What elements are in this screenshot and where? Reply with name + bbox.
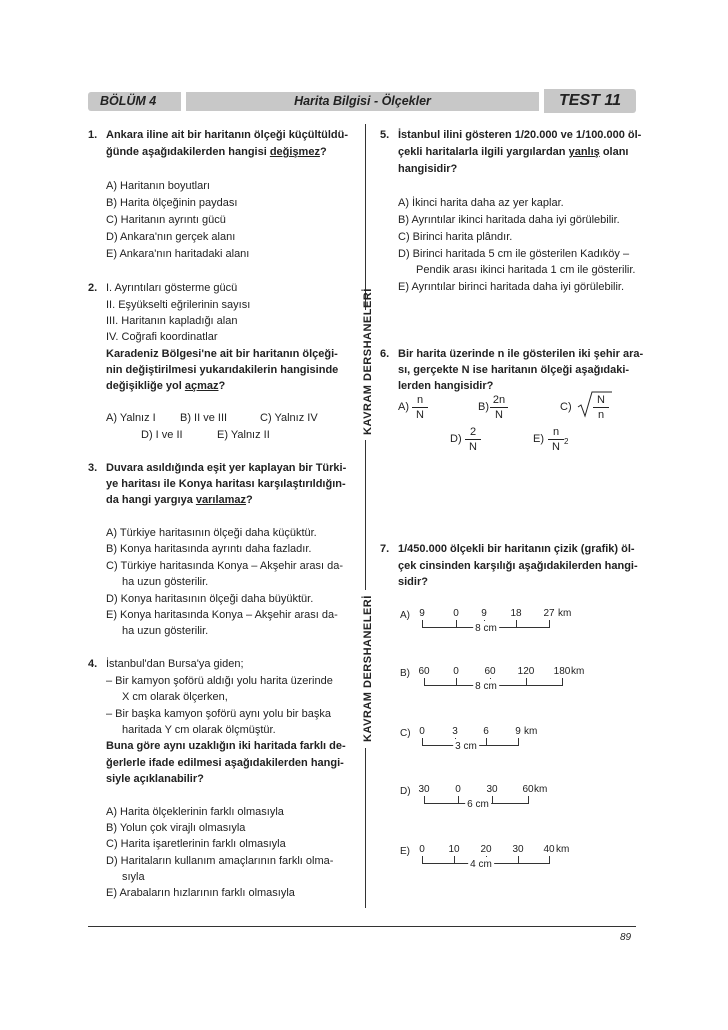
answer-option-b[interactable]: B) II ve III [180,412,228,424]
option-label: A) [400,610,410,621]
denominator: N [552,441,560,453]
answer-option[interactable]: B) Konya haritasında ayrıntı daha fazladır. [106,543,312,555]
scale-tick-label: 0 [419,726,425,737]
scale-tick-label: 0 [453,666,459,677]
scale-unit: km [534,784,548,795]
scale-length-label: 6 cm [465,797,491,813]
side-label-bottom: KAVRAM DERSHANELERİ [362,595,374,742]
option-label: B) [400,668,410,679]
bullet-item-continued: haritada Y cm olarak ölçmüştür. [122,724,276,736]
answer-option[interactable]: A) Haritanın boyutları [106,180,210,192]
option-label: E) [400,846,410,857]
question-number: 4. [88,658,98,670]
bullet-item: – Bir başka kamyon şoförü aynı yolu bir başka [106,708,332,720]
answer-option[interactable]: D) Haritaların kullanım amaçlarının farklı olma- [106,855,334,867]
answer-option[interactable]: E) Konya haritasında Konya – Akşehir arası da- [106,609,338,621]
answer-option[interactable]: D) Konya haritasının ölçeği daha büyüktür. [106,593,314,605]
footer-rule [88,926,636,927]
question-text: hangisidir? [398,163,458,175]
answer-option-d[interactable]: D) I ve II [141,429,183,441]
question-text: sı, gerçekte N ise haritanın ölçeği aşağıdaki- [398,364,630,376]
scale-tick-label: 60 [522,784,534,795]
answer-option-b[interactable] [0,664,728,704]
question-number: 1. [88,129,98,141]
answer-option-continued: ha uzun gösterilir. [122,576,209,588]
answer-option-continued: sıyla [122,871,145,883]
scale-tick [562,678,563,686]
chapter-label: BÖLÜM 4 [88,92,181,111]
scale-length-label: 4 cm [468,857,494,873]
fraction [412,393,428,422]
answer-option-c[interactable]: C) Yalnız IV [260,412,318,424]
answer-option-a[interactable]: A) Yalnız I [106,412,156,424]
answer-option[interactable]: D) Birinci haritada 5 cm ile gösterilen Kadıköy – [398,248,630,260]
scale-tick-label: 30 [486,784,498,795]
scale-tick-label: 0 [455,784,461,795]
column-divider-top [365,124,366,310]
scale-length-label: 3 cm [453,739,479,755]
answer-option[interactable]: B) Ayrıntılar ikinci haritada daha iyi görülebilir. [398,214,620,226]
statement-item: II. Eşyükselti eğrilerinin sayısı [106,299,251,311]
scale-tick [518,738,519,746]
answer-option[interactable]: C) Birinci harita plândır. [398,231,513,243]
question-text: sidir? [398,576,428,588]
numerator: n [548,425,564,440]
answer-option-continued: Pendik arası ikinci haritada 1 cm ile gösterilir. [416,264,636,276]
answer-option[interactable]: D) Ankara'nın gerçek alanı [106,231,236,243]
scale-tick-label: 60 [418,666,430,677]
scale-tick-label: 30 [512,844,524,855]
scale-tick-label: 27 [543,608,555,619]
question-text: nin değiştirilmesi yukarıdakilerin hangisinde [106,364,339,376]
scale-tick-label: 120 [517,666,535,677]
answer-option[interactable]: E) Arabaların hızlarının farklı olmasıyla [106,887,295,899]
question-text: Ankara iline ait bir haritanın ölçeği küçültüldü- [106,129,349,141]
question-text: İstanbul'dan Bursa'ya giden; [106,658,244,670]
answer-option[interactable]: A) Harita ölçeklerinin farklı olmasıyla [106,806,284,818]
answer-option-e[interactable] [0,842,728,882]
option-label: C) [560,401,572,413]
exponent: 2 [564,437,569,446]
numerator: N [593,393,609,408]
question-number: 6. [380,348,390,360]
answer-option[interactable]: C) Haritanın ayrıntı gücü [106,214,226,226]
statement-item: III. Haritanın kapladığı alan [106,315,238,327]
question-number: 3. [88,462,98,474]
scale-tick [549,856,550,864]
column-divider-bottom [365,748,366,908]
statement-item: I. Ayrıntıları gösterme gücü [106,282,238,294]
option-label: D) [400,786,411,797]
question-text: Karadeniz Bölgesi'ne ait bir haritanın ölçeği- [106,348,338,360]
option-label: C) [400,728,411,739]
answer-option[interactable]: E) Ayrıntılar birinci haritada daha iyi görülebilir. [398,281,625,293]
scale-unit: km [571,666,585,677]
answer-option[interactable]: C) Türkiye haritasında Konya – Akşehir arası da- [106,560,344,572]
question-text: Bir harita üzerinde n ile gösterilen iki şehir ara- [398,348,644,360]
scale-length-label: 8 cm [473,679,499,695]
scale-tick-label: 18 [510,608,522,619]
option-label: A) [398,401,409,413]
question-text: ye haritası ile Konya haritası karşılaştırıldığın- [106,478,346,490]
scale-tick-label: 30 [418,784,430,795]
scale-tick-label: 40 [543,844,555,855]
answer-option-d[interactable] [0,782,728,822]
statement-item: IV. Coğrafi koordinatlar [106,331,218,343]
page-header [88,87,636,114]
scale-tick-label: 0 [419,844,425,855]
scale-tick [528,796,529,804]
question-text: İstanbul ilini gösteren 1/20.000 ve 1/100.000 öl- [398,129,642,141]
question-number: 7. [380,543,390,555]
fraction [465,425,481,454]
denominator: N [495,409,503,421]
denominator: N [469,441,477,453]
answer-option-continued: ha uzun gösterilir. [122,625,209,637]
denominator: N [416,409,424,421]
fraction [548,425,564,454]
fraction [593,393,609,422]
option-label: E) [533,433,544,445]
bullet-item-continued: X cm olarak ölçerken, [122,691,228,703]
answer-option[interactable]: A) Türkiye haritasının ölçeği daha küçüktür. [106,527,317,539]
answer-option[interactable]: B) Harita ölçeğinin paydası [106,197,238,209]
scale-tick-label: 3 [452,726,458,737]
page-number: 89 [620,932,632,943]
scale-tick-label: 180 [553,666,571,677]
scale-unit: km [556,844,570,855]
numerator: n [412,393,428,408]
scale-tick [549,620,550,628]
question-text: Duvara asıldığında eşit yer kaplayan bir Türki- [106,462,347,474]
column-divider-mid [365,440,366,590]
scale-tick-label: 0 [453,608,459,619]
question-number: 5. [380,129,390,141]
question-number: 2. [88,282,98,294]
answer-option-c[interactable] [0,724,728,764]
question-text: çekli haritalarla ilgili yargılardan yanlış olanı [398,146,629,158]
scale-tick-label: 9 [419,608,425,619]
question-text: Buna göre aynı uzaklığın iki haritada farklı de- [106,740,346,752]
scale-tick-label: 20 [480,844,492,855]
fraction [490,393,508,422]
answer-option-e[interactable]: E) Yalnız II [217,429,270,441]
option-label: D) [450,433,462,445]
numerator: 2 [465,425,481,440]
scale-tick-label: 60 [484,666,496,677]
scale-tick-label: 10 [448,844,460,855]
option-label: B) [478,401,489,413]
scale-tick-label: 9 [515,726,521,737]
question-text: ğünde aşağıdakilerden hangisi değişmez? [106,146,327,158]
side-label-top: KAVRAM DERSHANELERİ [362,288,374,435]
answer-option[interactable]: E) Ankara'nın haritadaki alanı [106,248,250,260]
test-label: TEST 11 [544,89,636,113]
answer-option[interactable]: A) İkinci harita daha az yer kaplar. [398,197,564,209]
page-title: Harita Bilgisi - Ölçekler [186,92,539,111]
scale-unit: km [558,608,572,619]
numerator: 2n [490,393,508,408]
denominator: n [597,409,605,421]
scale-length-label: 8 cm [473,621,499,637]
answer-option[interactable]: C) Harita işaretlerinin farklı olmasıyla [106,838,286,850]
scale-tick-label: 9 [481,608,487,619]
question-text: ğerlerle ifade edilmesi aşağıdakilerden hangi- [106,757,344,769]
scale-tick-label: 6 [483,726,489,737]
bullet-item: – Bir kamyon şoförü aldığı yolu harita üzerinde [106,675,333,687]
answer-option-a[interactable] [0,606,728,646]
question-text: çek cinsinden karşılığı aşağıdakilerden hangi- [398,560,638,572]
question-text: da hangi yargıya varılamaz? [106,494,253,506]
answer-option[interactable]: B) Yolun çok virajlı olmasıyla [106,822,246,834]
scale-unit: km [524,726,538,737]
question-text: 1/450.000 ölçekli bir haritanın çizik (grafik) öl- [398,543,635,555]
question-text: siyle açıklanabilir? [106,773,204,785]
question-text: değişikliğe yol açmaz? [106,380,226,392]
question-text: lerden hangisidir? [398,380,494,392]
